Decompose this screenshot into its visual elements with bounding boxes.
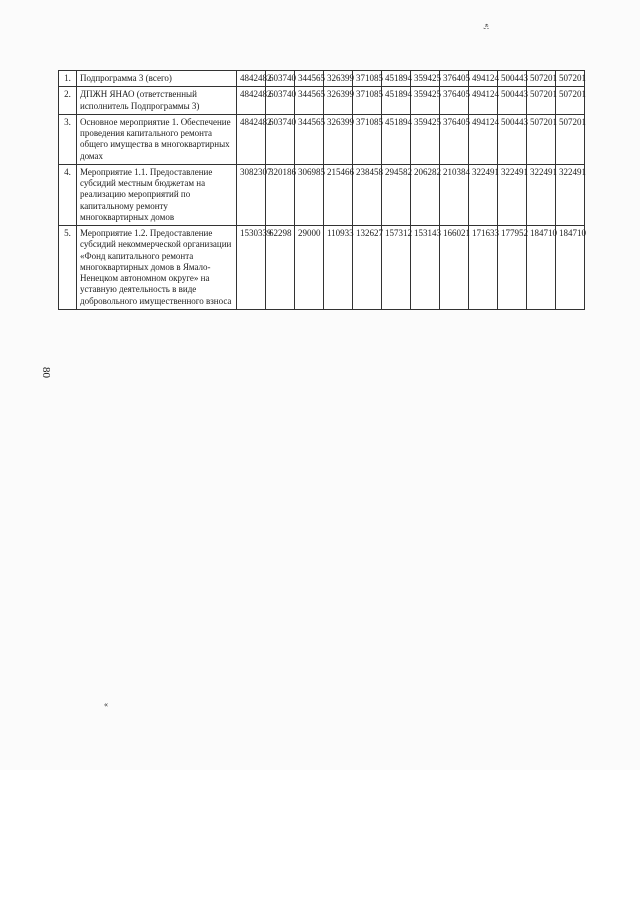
value-cell: 210384 bbox=[440, 164, 469, 225]
corner-mark: «; bbox=[482, 23, 492, 30]
value-cell: 3082307 bbox=[237, 164, 266, 225]
value-cell: 4842482 bbox=[237, 71, 266, 87]
value-cell: 215466 bbox=[324, 164, 353, 225]
value-cell: 206282 bbox=[411, 164, 440, 225]
value-cell: 371085 bbox=[353, 114, 382, 164]
value-cell: 451894 bbox=[382, 87, 411, 115]
row-number: 1. bbox=[59, 71, 77, 87]
value-cell: 184710 bbox=[556, 226, 585, 310]
value-cell: 344565 bbox=[295, 71, 324, 87]
value-cell: 322491 bbox=[556, 164, 585, 225]
value-cell: 500443 bbox=[498, 87, 527, 115]
row-name: Мероприятие 1.1. Предоставление субсидий местным бюджетам на реализацию мероприятий по капитальному ремонту многоквартирных домов bbox=[77, 164, 237, 225]
value-cell: 376405 bbox=[440, 71, 469, 87]
row-name: Основное мероприятие 1. Обеспечение проведения капитального ремонта общего имущества в многоквартирных домах bbox=[77, 114, 237, 164]
table-row bbox=[59, 71, 585, 87]
value-cell: 184710 bbox=[527, 226, 556, 310]
value-cell: 306985 bbox=[295, 164, 324, 225]
value-cell: 1530339 bbox=[237, 226, 266, 310]
value-cell: 62298 bbox=[266, 226, 295, 310]
row-name: ДПЖН ЯНАО (ответственный исполнитель Подпрограммы 3) bbox=[77, 87, 237, 115]
value-cell: 371085 bbox=[353, 71, 382, 87]
value-cell: 451894 bbox=[382, 71, 411, 87]
scan-background bbox=[0, 770, 640, 905]
table-row bbox=[59, 164, 585, 225]
value-cell: 603740 bbox=[266, 87, 295, 115]
value-cell: 507201 bbox=[527, 114, 556, 164]
value-cell: 451894 bbox=[382, 114, 411, 164]
row-number: 5. bbox=[59, 226, 77, 310]
row-number: 2. bbox=[59, 87, 77, 115]
value-cell: 603740 bbox=[266, 71, 295, 87]
value-cell: 4842482 bbox=[237, 87, 266, 115]
value-cell: 507201 bbox=[556, 87, 585, 115]
value-cell: 29000 bbox=[295, 226, 324, 310]
table-row bbox=[59, 114, 585, 164]
value-cell: 238458 bbox=[353, 164, 382, 225]
value-cell: 500443 bbox=[498, 71, 527, 87]
row-number: 4. bbox=[59, 164, 77, 225]
margin-mark: « bbox=[104, 700, 108, 709]
value-cell: 322491 bbox=[498, 164, 527, 225]
row-name: Подпрограмма 3 (всего) bbox=[77, 71, 237, 87]
value-cell: 507201 bbox=[527, 87, 556, 115]
value-cell: 376405 bbox=[440, 114, 469, 164]
subprogram-funding-table bbox=[58, 70, 585, 310]
value-cell: 359425 bbox=[411, 87, 440, 115]
value-cell: 177952 bbox=[498, 226, 527, 310]
value-cell: 166021 bbox=[440, 226, 469, 310]
table-row bbox=[59, 87, 585, 115]
value-cell: 494124 bbox=[469, 87, 498, 115]
row-number: 3. bbox=[59, 114, 77, 164]
value-cell: 376405 bbox=[440, 87, 469, 115]
value-cell: 326399 bbox=[324, 87, 353, 115]
value-cell: 320186 bbox=[266, 164, 295, 225]
value-cell: 294582 bbox=[382, 164, 411, 225]
page-number: 80 bbox=[40, 367, 52, 378]
value-cell: 359425 bbox=[411, 71, 440, 87]
value-cell: 359425 bbox=[411, 114, 440, 164]
value-cell: 500443 bbox=[498, 114, 527, 164]
value-cell: 371085 bbox=[353, 87, 382, 115]
value-cell: 326399 bbox=[324, 114, 353, 164]
value-cell: 132627 bbox=[353, 226, 382, 310]
value-cell: 344565 bbox=[295, 114, 324, 164]
value-cell: 494124 bbox=[469, 71, 498, 87]
value-cell: 322491 bbox=[469, 164, 498, 225]
value-cell: 171633 bbox=[469, 226, 498, 310]
value-cell: 153143 bbox=[411, 226, 440, 310]
value-cell: 344565 bbox=[295, 87, 324, 115]
value-cell: 157312 bbox=[382, 226, 411, 310]
table-row bbox=[59, 226, 585, 310]
value-cell: 507201 bbox=[527, 71, 556, 87]
value-cell: 603740 bbox=[266, 114, 295, 164]
value-cell: 322491 bbox=[527, 164, 556, 225]
row-name: Мероприятие 1.2. Предоставление субсидий некоммерческой организации «Фонд капитального ремонта многоквартирных домов в Ямало-Ненецком автономном округе» на уставную деятельность в виде добровольного имущественного взноса bbox=[77, 226, 237, 310]
value-cell: 110933 bbox=[324, 226, 353, 310]
value-cell: 507201 bbox=[556, 71, 585, 87]
value-cell: 507201 bbox=[556, 114, 585, 164]
value-cell: 494124 bbox=[469, 114, 498, 164]
value-cell: 326399 bbox=[324, 71, 353, 87]
value-cell: 4842482 bbox=[237, 114, 266, 164]
